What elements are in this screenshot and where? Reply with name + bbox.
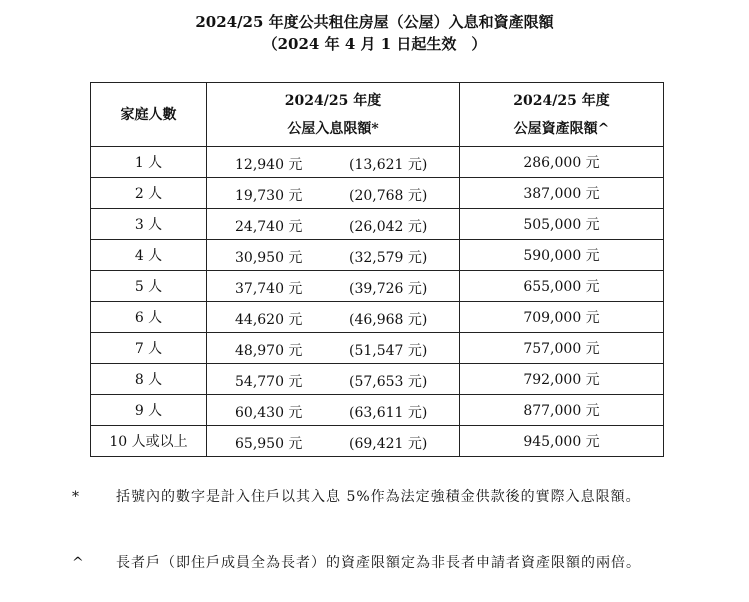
table-row xyxy=(91,364,664,395)
net-income-limit-value: (20,768 元) xyxy=(349,188,428,204)
net-income-limit-value: (69,421 元) xyxy=(349,436,428,452)
net-income-limit-value: (63,611 元) xyxy=(349,405,428,421)
footnote-text: 括號內的數字是計入住戶以其入息 5%作為法定強積金供款後的實際入息限額。 xyxy=(116,489,641,505)
income-limit-value: 65,950 元 xyxy=(235,436,303,452)
income-limit-cell xyxy=(207,364,460,395)
asset-limit-cell: 286,000 元 xyxy=(460,147,664,178)
net-income-limit-value: (32,579 元) xyxy=(349,250,428,266)
income-limit-cell xyxy=(207,178,460,209)
asset-limit-cell: 709,000 元 xyxy=(460,302,664,333)
footnote-mark: ^ xyxy=(72,555,84,571)
income-limit-value: 54,770 元 xyxy=(235,374,303,390)
net-income-limit-value: (13,621 元) xyxy=(349,157,428,173)
household-size-cell: 5 人 xyxy=(91,271,207,302)
net-income-limit-value: (39,726 元) xyxy=(349,281,428,297)
document-title: 2024/25 年度公共租住房屋（公屋）入息和資產限額 xyxy=(195,13,554,31)
footnote-income xyxy=(72,486,672,508)
footnote-text: 長者戶（即住戶成員全為長者）的資產限額定為非長者申請者資產限額的兩倍。 xyxy=(116,555,641,571)
income-limit-value: 24,740 元 xyxy=(235,219,303,235)
income-limit-value: 60,430 元 xyxy=(235,405,303,421)
household-size-header-label: 家庭人數 xyxy=(120,106,177,123)
table-row xyxy=(91,178,664,209)
income-limit-value: 12,940 元 xyxy=(235,157,303,173)
household-size-cell: 9 人 xyxy=(91,395,207,426)
household-size-cell: 8 人 xyxy=(91,364,207,395)
household-size-cell: 4 人 xyxy=(91,240,207,271)
income-limit-cell xyxy=(207,302,460,333)
table-row xyxy=(91,302,664,333)
table-row xyxy=(91,426,664,457)
net-income-limit-value: (57,653 元) xyxy=(349,374,428,390)
income-limit-value: 19,730 元 xyxy=(235,188,303,204)
household-size-header xyxy=(91,83,207,147)
table-row xyxy=(91,147,664,178)
asset-limit-header-label: 公屋資產限額^ xyxy=(513,120,610,137)
household-size-cell: 2 人 xyxy=(91,178,207,209)
net-income-limit-value: (26,042 元) xyxy=(349,219,428,235)
income-limit-cell xyxy=(207,426,460,457)
income-limit-cell xyxy=(207,395,460,426)
income-limit-value: 48,970 元 xyxy=(235,343,303,359)
asset-limit-cell: 877,000 元 xyxy=(460,395,664,426)
asset-limit-cell: 590,000 元 xyxy=(460,240,664,271)
income-limit-cell xyxy=(207,147,460,178)
household-size-cell: 7 人 xyxy=(91,333,207,364)
income-limit-cell xyxy=(207,271,460,302)
asset-limit-cell: 505,000 元 xyxy=(460,209,664,240)
income-limit-cell xyxy=(207,333,460,364)
effective-date-subtitle: （2024 年 4 月 1 日起生效 ） xyxy=(262,35,487,53)
limits-table xyxy=(90,82,664,457)
income-limit-value: 44,620 元 xyxy=(235,312,303,328)
table-row xyxy=(91,271,664,302)
table-body xyxy=(91,147,664,457)
asset-limit-cell: 945,000 元 xyxy=(460,426,664,457)
asset-limit-header-year: 2024/25 年度 xyxy=(513,92,610,109)
household-size-cell: 3 人 xyxy=(91,209,207,240)
footnote-asset xyxy=(72,552,672,574)
income-limit-cell xyxy=(207,209,460,240)
footnote-mark: * xyxy=(72,489,79,505)
asset-limit-cell: 655,000 元 xyxy=(460,271,664,302)
income-limit-header xyxy=(207,83,460,147)
income-limit-cell xyxy=(207,240,460,271)
table-header-row xyxy=(91,83,664,147)
table-row xyxy=(91,333,664,364)
table-row xyxy=(91,240,664,271)
table-row xyxy=(91,209,664,240)
asset-limit-header xyxy=(460,83,664,147)
household-size-cell: 10 人或以上 xyxy=(91,426,207,457)
income-limit-header-label: 公屋入息限額* xyxy=(287,120,379,137)
asset-limit-cell: 792,000 元 xyxy=(460,364,664,395)
table-row xyxy=(91,395,664,426)
net-income-limit-value: (51,547 元) xyxy=(349,343,428,359)
household-size-cell: 6 人 xyxy=(91,302,207,333)
net-income-limit-value: (46,968 元) xyxy=(349,312,428,328)
asset-limit-cell: 387,000 元 xyxy=(460,178,664,209)
income-limit-header-year: 2024/25 年度 xyxy=(284,92,382,109)
income-limit-value: 30,950 元 xyxy=(235,250,303,266)
asset-limit-cell: 757,000 元 xyxy=(460,333,664,364)
household-size-cell: 1 人 xyxy=(91,147,207,178)
income-limit-value: 37,740 元 xyxy=(235,281,303,297)
